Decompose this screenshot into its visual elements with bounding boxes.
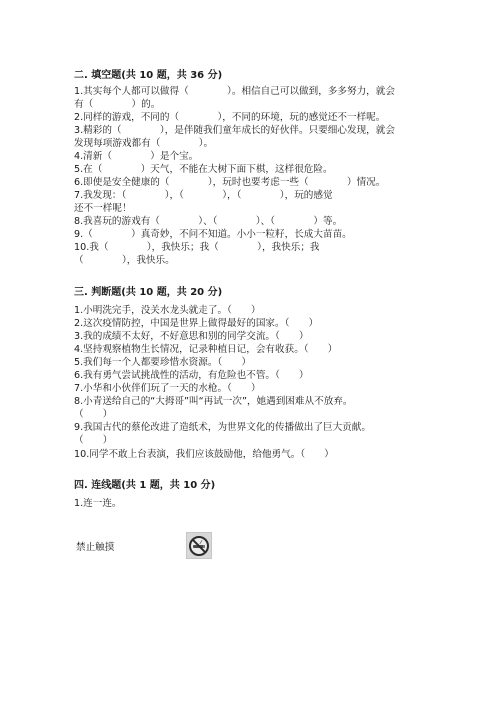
judge-line: 3.我的成绩不太好，不好意思和别的同学交流。（ ）	[74, 331, 309, 342]
judge-line: （ ）	[74, 409, 113, 420]
fill-line: 10.我（ ），我快乐；我（ ），我快乐；我	[74, 242, 320, 253]
judge-line: 10.同学不敢上台表演，我们应该鼓励他，给他勇气。（ ）	[74, 449, 334, 460]
fill-line: 4.清新（ ）是个宝。	[74, 151, 199, 162]
judge-line: 9.我国古代的蔡伦改进了造纸术，为世界文化的传播做出了巨大贡献。	[74, 422, 371, 433]
fill-line: 5.在（ ）天气，不能在大树下面下棋，这样很危险。	[74, 164, 333, 175]
no-touch-label: 禁止触摸	[76, 542, 115, 553]
judge-line: 6.我有勇气尝试挑战性的活动，有危险也不管。（ ）	[74, 370, 309, 381]
fill-line: 1.其实每个人都可以做得（ ）。相信自己可以做到，多多努力，就会	[74, 86, 395, 97]
fill-line: 3.精彩的（ ），是伴随我们童年成长的好伙伴。只要细心发现，就会	[74, 125, 395, 136]
judge-line: 8.小青送给自己的“大拇哥”叫“再试一次”，她遇到困难从不放弃。	[74, 396, 353, 407]
fill-line: 还不一样呢！	[74, 203, 132, 214]
fill-line: 7.我发现：（ ），（ ），（ ），玩的感觉	[74, 190, 333, 201]
fill-line: （ ），我快乐。	[74, 255, 175, 266]
prohibition-symbol-icon	[188, 535, 210, 557]
judge-line: 4.坚持观察植物生长情况，记录种植日记，会有收获。（ ）	[74, 344, 338, 355]
judge-line: 1.小明洗完手，没关水龙头就走了。（ ）	[74, 305, 261, 316]
fill-line: 发现每项游戏都有（ ）。	[74, 138, 214, 149]
judge-line: 5.我们每一个人都要珍惜水资源。（ ）	[74, 357, 252, 368]
no-touch-sign-icon	[186, 532, 212, 559]
judge-section-title: 三. 判断题(共 10 题，共 20 分)	[74, 287, 223, 298]
fill-line: 2.同样的游戏，不同的（ ），不同的环境，玩的感觉还不一样呢。	[74, 112, 386, 123]
fill-line: 6.即使是安全健康的（ ），玩时也要考虑一些（ ）情况。	[74, 177, 386, 188]
link-question: 1.连一连。	[74, 498, 122, 509]
judge-line: 2.这次疫情防控，中国是世界上做得最好的国家。（ ）	[74, 318, 319, 329]
fill-line: 9.（ ）真奇妙，不问不知道。小小一粒籽，长成大苗苗。	[74, 229, 352, 240]
fill-line: 8.我喜玩的游戏有（ ）、（ ）、（ ）等。	[74, 216, 343, 227]
fill-section-title: 二. 填空题(共 10 题，共 36 分)	[74, 70, 223, 81]
judge-line: 7.小华和小伙伴们玩了一天的水枪。（ ）	[74, 383, 261, 394]
fill-line: 有（ ）的。	[74, 99, 161, 110]
link-section-title: 四. 连线题(共 1 题，共 10 分)	[74, 480, 216, 491]
judge-line: （ ）	[74, 435, 113, 446]
